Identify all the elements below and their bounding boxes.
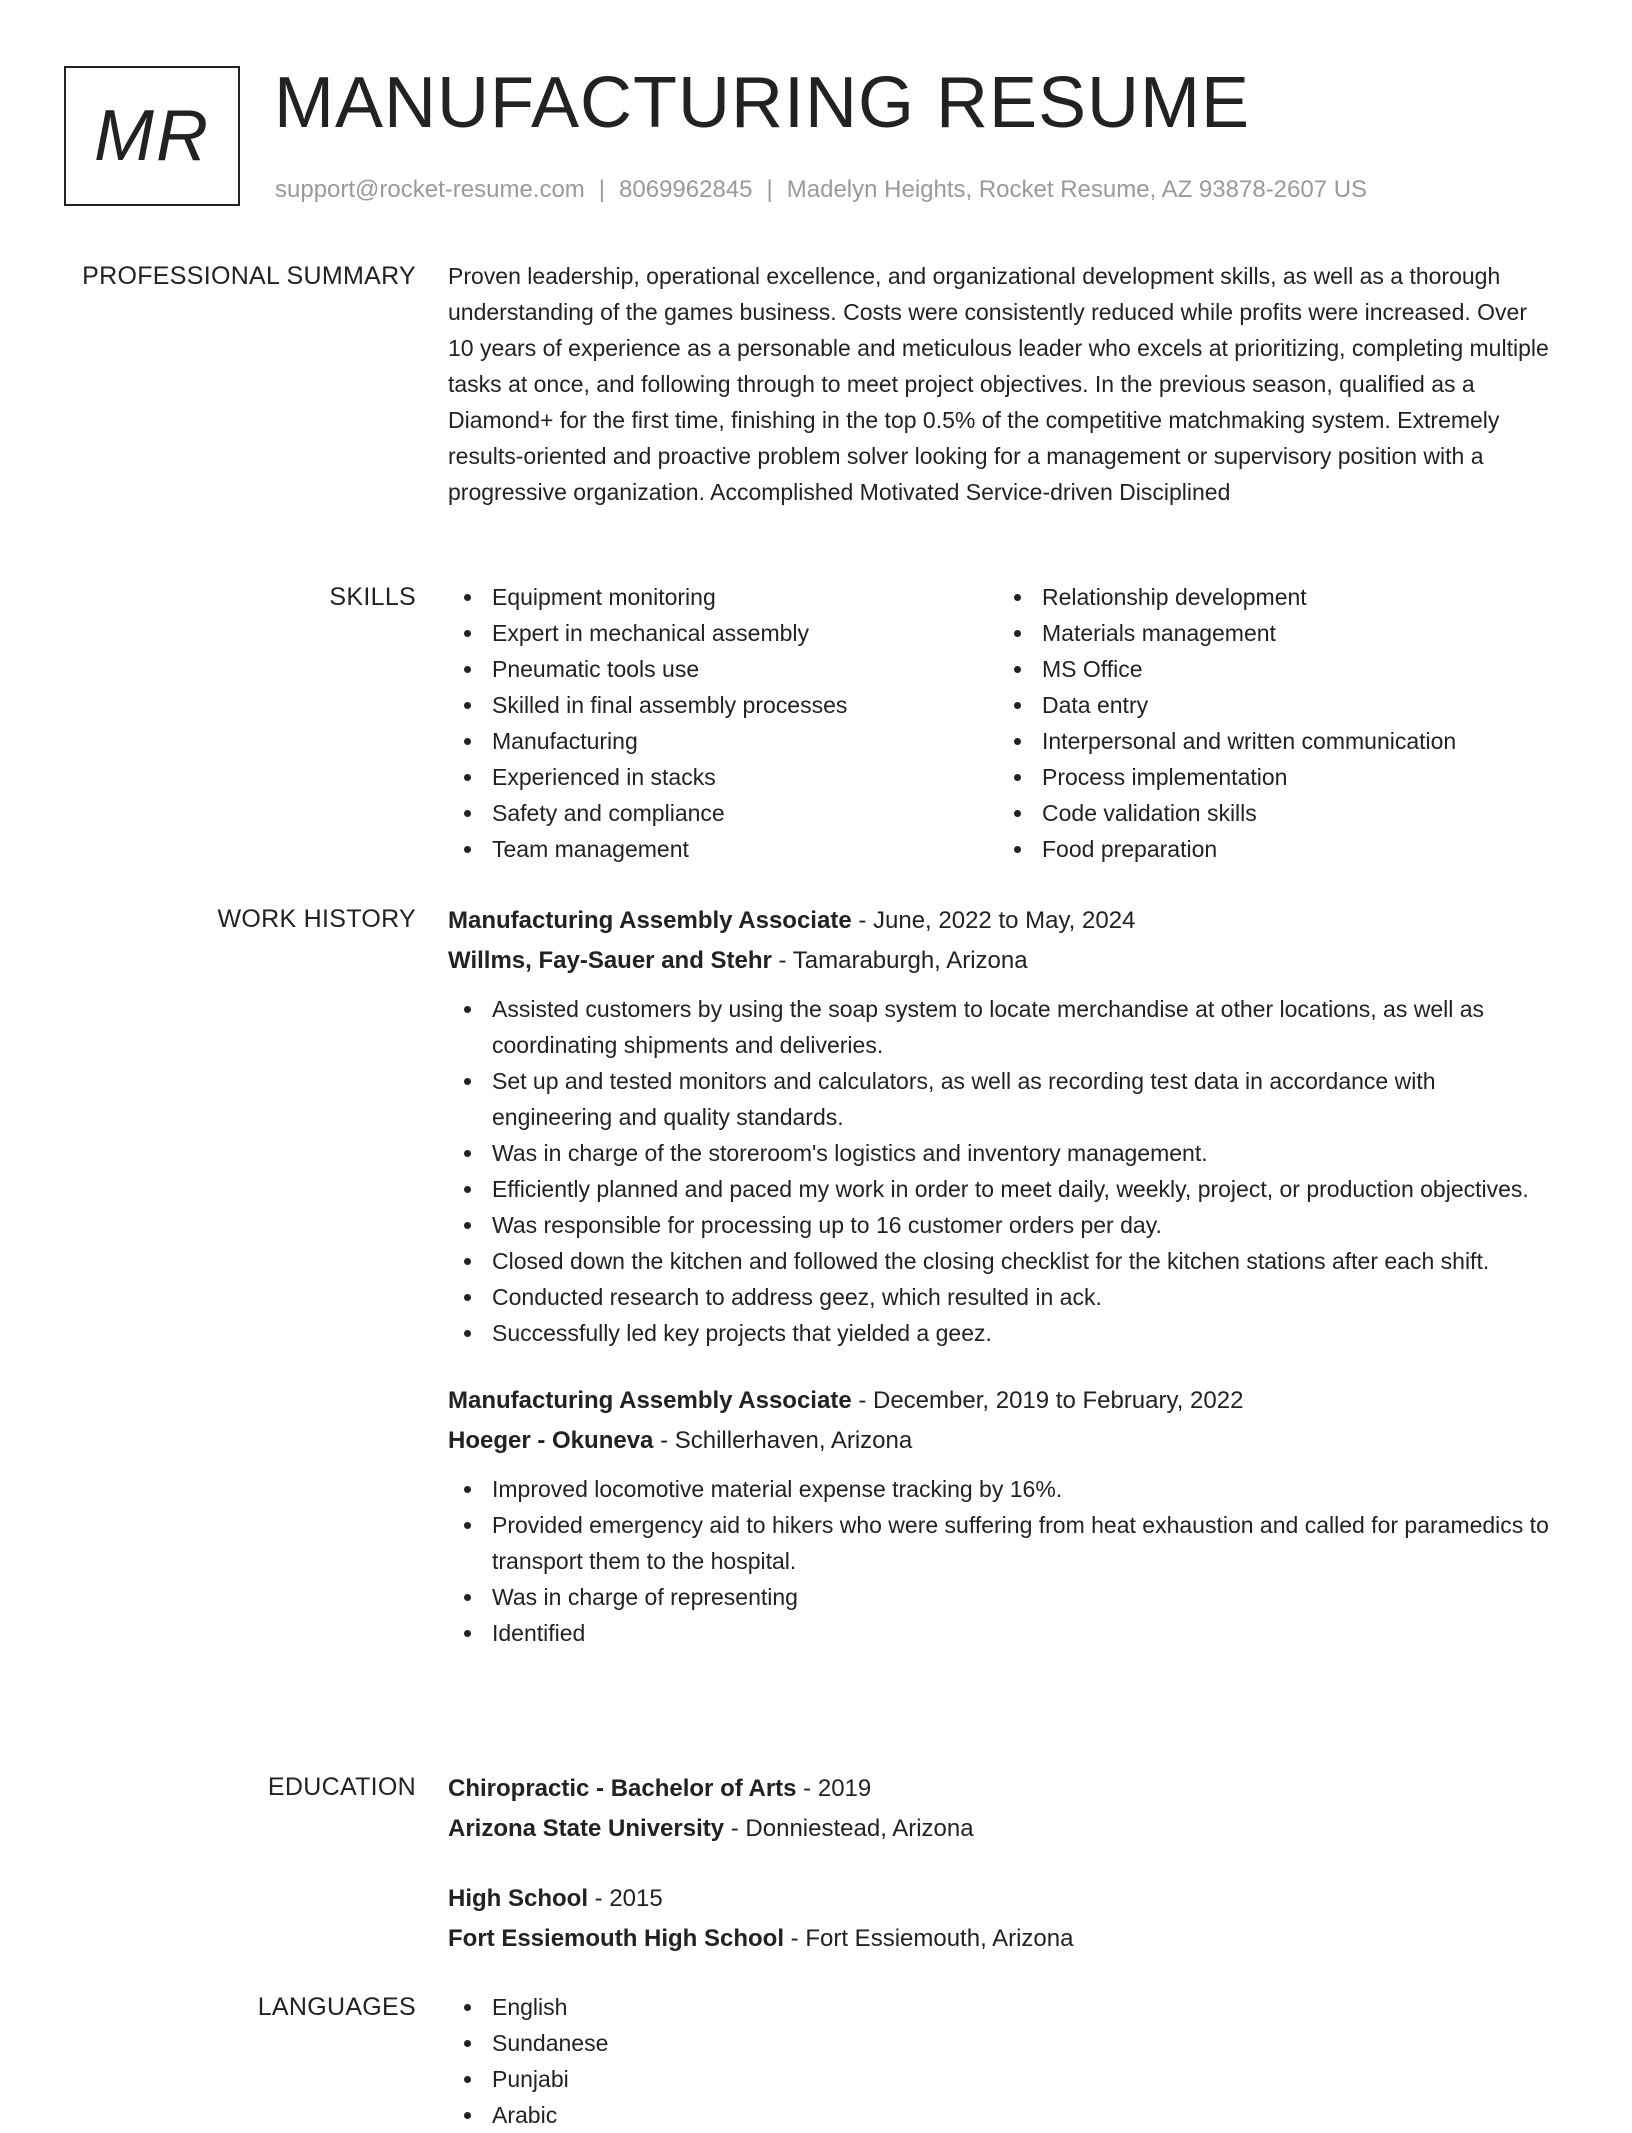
education-degree: Chiropractic - Bachelor of Arts	[448, 1775, 797, 1802]
job-bullet: Improved locomotive material expense tracking by 16%.	[448, 1471, 1552, 1507]
job-company-line	[448, 1421, 1552, 1461]
job-bullet: Set up and tested monitors and calculators, as well as recording test data in accordance with engineering and quality standards.	[448, 1063, 1552, 1135]
monogram-box	[64, 66, 240, 206]
work-history-heading: WORK HISTORY	[217, 905, 416, 933]
skill-item: Interpersonal and written communication	[998, 723, 1548, 759]
job-bullet: Identified	[448, 1615, 1552, 1651]
skills-heading: SKILLS	[329, 583, 416, 611]
skill-item: Experienced in stacks	[448, 759, 998, 795]
job-bullet: Conducted research to address geez, which resulted in ack.	[448, 1279, 1552, 1315]
job-company: Willms, Fay-Sauer and Stehr	[448, 947, 772, 974]
job-bullet: Provided emergency aid to hikers who were suffering from heat exhaustion and called for paramedics to transport them to the hospital.	[448, 1507, 1552, 1579]
languages-list	[448, 1989, 1552, 2133]
skill-item: Code validation skills	[998, 795, 1548, 831]
summary-heading: PROFESSIONAL SUMMARY	[82, 262, 416, 290]
job-title-line	[448, 901, 1552, 941]
skills-content	[448, 579, 1552, 867]
job-location: - Schillerhaven, Arizona	[653, 1427, 913, 1454]
job-bullet: Was in charge of the storeroom's logistics and inventory management.	[448, 1135, 1552, 1171]
skill-item: Food preparation	[998, 831, 1548, 867]
education-year: - 2015	[588, 1885, 663, 1912]
summary-content	[448, 258, 1552, 510]
skill-item: Materials management	[998, 615, 1548, 651]
job-bullet: Closed down the kitchen and followed the closing checklist for the kitchen stations after each shift.	[448, 1243, 1552, 1279]
language-item: Punjabi	[448, 2061, 1552, 2097]
education-heading: EDUCATION	[267, 1773, 416, 1801]
contact-address: Madelyn Heights, Rocket Resume, AZ 93878-2607 US	[786, 176, 1368, 203]
skill-item: Relationship development	[998, 579, 1548, 615]
job-bullet: Was responsible for processing up to 16 customer orders per day.	[448, 1207, 1552, 1243]
education-school-line	[448, 1919, 1552, 1959]
education-school: Fort Essiemouth High School	[448, 1925, 785, 1952]
job-bullet: Successfully led key projects that yielded a geez.	[448, 1315, 1552, 1351]
job-entry	[448, 1381, 1552, 1651]
job-bullet: Assisted customers by using the soap system to locate merchandise at other locations, as well as coordinating shipments and deliveries.	[448, 991, 1552, 1063]
job-bullets	[448, 991, 1552, 1351]
job-company: Hoeger - Okuneva	[448, 1427, 654, 1454]
skill-item: Pneumatic tools use	[448, 651, 998, 687]
education-year: - 2019	[796, 1775, 872, 1802]
job-bullet: Efficiently planned and paced my work in order to meet daily, weekly, project, or production objectives.	[448, 1171, 1552, 1207]
skill-item: Process implementation	[998, 759, 1548, 795]
education-location: - Fort Essiemouth, Arizona	[784, 1925, 1074, 1952]
education-school: Arizona State University	[448, 1815, 725, 1842]
skills-list-right	[998, 579, 1548, 867]
job-bullet: Was in charge of representing	[448, 1579, 1552, 1615]
education-school-line	[448, 1809, 1552, 1849]
summary-text: Proven leadership, operational excellence, and organizational development skills, as well as a thorough understanding of the games business. Costs were consistently reduced while profits were increased. Over 10 years of experience as a personable and meticulous leader who excels at prioritizing, completing multiple tasks at once, and following through to meet project objectives. In the previous season, qualified as a Diamond+ for the first time, finishing in the top 0.5% of the competitive matchmaking system. Extremely results-oriented and proactive problem solver looking for a management or supervisory position with a progressive organization. Accomplished Motivated Service-driven Disciplined	[448, 263, 1549, 505]
language-item: Arabic	[448, 2097, 1552, 2133]
job-dates: - June, 2022 to May, 2024	[851, 907, 1136, 934]
education-degree-line	[448, 1769, 1552, 1809]
skill-item: Expert in mechanical assembly	[448, 615, 998, 651]
job-company-line	[448, 941, 1552, 981]
job-title: Manufacturing Assembly Associate	[448, 1387, 852, 1414]
language-item: Sundanese	[448, 2025, 1552, 2061]
skill-item: Skilled in final assembly processes	[448, 687, 998, 723]
job-dates: - December, 2019 to February, 2022	[851, 1387, 1244, 1414]
education-entry	[448, 1769, 1552, 1849]
skills-list-left	[448, 579, 998, 867]
job-location: - Tamaraburgh, Arizona	[771, 947, 1028, 974]
education-location: - Donniestead, Arizona	[724, 1815, 974, 1842]
resume-name: MANUFACTURING RESUME	[274, 63, 1251, 143]
contact-separator: |	[598, 176, 606, 203]
skill-item: MS Office	[998, 651, 1548, 687]
language-item: English	[448, 1989, 1552, 2025]
contact-phone[interactable]: 8069962845	[619, 176, 753, 203]
skill-item: Safety and compliance	[448, 795, 998, 831]
education-content	[448, 1769, 1552, 1959]
contact-email[interactable]: support@rocket-resume.com	[275, 176, 585, 203]
languages-heading: LANGUAGES	[257, 1993, 416, 2021]
contact-separator: |	[766, 176, 773, 203]
job-entry	[448, 901, 1552, 1351]
skill-item: Data entry	[998, 687, 1548, 723]
job-title: Manufacturing Assembly Associate	[448, 907, 852, 934]
skill-item: Manufacturing	[448, 723, 998, 759]
education-entry	[448, 1879, 1552, 1959]
education-degree: High School	[448, 1885, 588, 1912]
job-bullets	[448, 1471, 1552, 1651]
skill-item: Equipment monitoring	[448, 579, 998, 615]
education-degree-line	[448, 1879, 1552, 1919]
contact-line	[275, 174, 1367, 206]
languages-content	[448, 1989, 1552, 2133]
job-title-line	[448, 1381, 1552, 1421]
monogram-initials: MR	[94, 96, 210, 176]
work-history-content	[448, 901, 1552, 1651]
skill-item: Team management	[448, 831, 998, 867]
